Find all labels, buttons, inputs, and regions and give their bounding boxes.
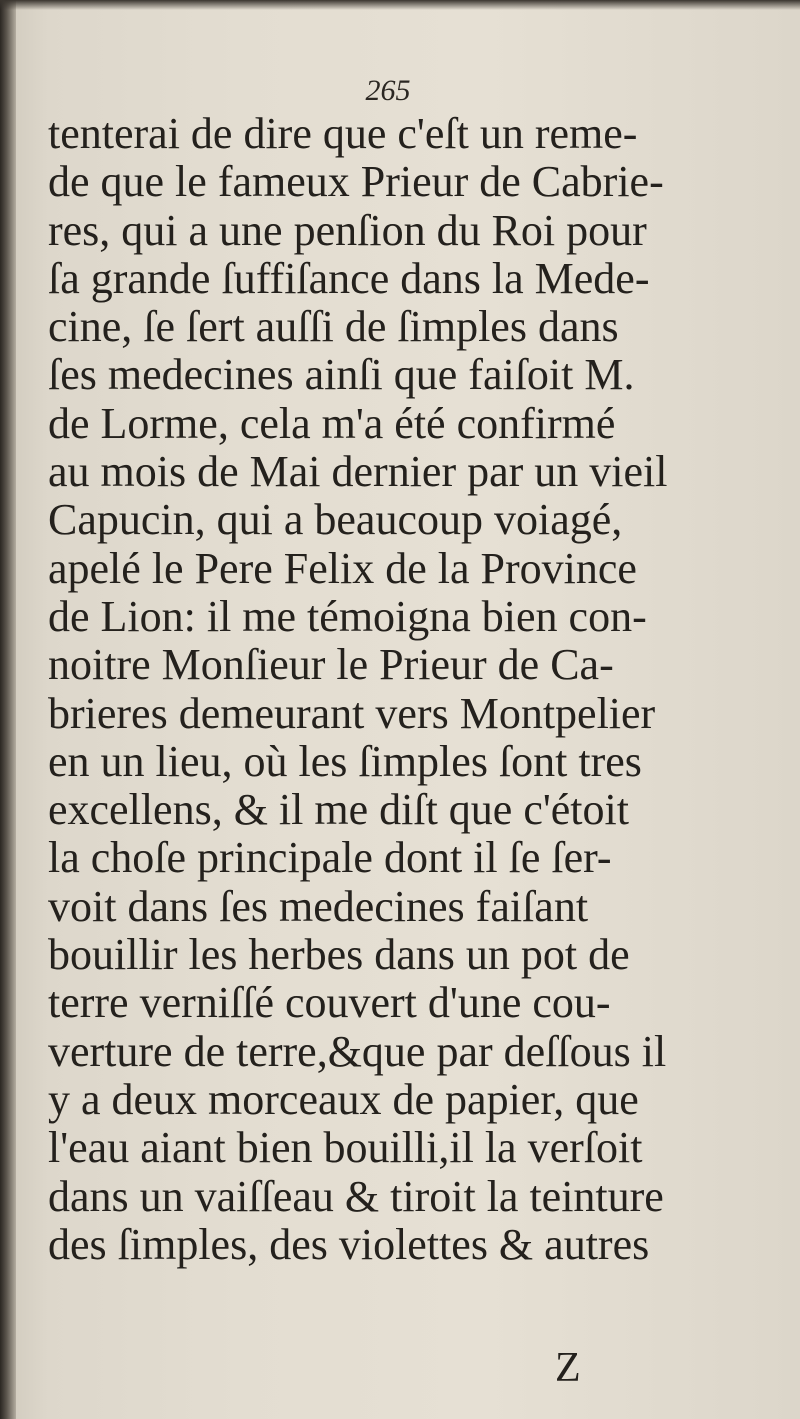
text-line: bouillir les herbes dans un pot de — [48, 930, 630, 980]
text-line: verture de terre,&que par deſſous il — [48, 1026, 667, 1076]
text-line: dans un vaiſſeau & tiroit la teinture — [48, 1171, 664, 1221]
page-number: 265 — [365, 74, 411, 107]
text-line: ſes medecines ainſi que faiſoit M. — [48, 350, 635, 400]
body-text — [48, 110, 738, 1269]
text-line: noitre Monſieur le Prieur de Ca- — [48, 640, 614, 690]
text-line: l'eau aiant bien bouilli,il la verſoit — [48, 1123, 643, 1173]
text-line: de Lion: il me témoigna bien con- — [48, 591, 647, 641]
text-line: res, qui a une penſion du Roi pour — [48, 205, 647, 255]
text-line: tenterai de dire que c'eſt un reme- — [48, 109, 638, 158]
text-line: ſa grande ſuffiſance dans la Mede- — [48, 253, 650, 303]
text-line: Capucin, qui a beaucoup voiagé, — [48, 495, 623, 545]
text-line: voit dans ſes medecines faiſant — [48, 881, 589, 931]
text-line: en un lieu, où les ſimples ſont tres — [48, 736, 642, 786]
text-line: au mois de Mai dernier par un vieil — [48, 447, 668, 497]
page-top-edge — [0, 0, 800, 10]
text-line: de que le fameux Prieur de Cabrie- — [48, 157, 664, 207]
text-line: brieres demeurant vers Montpelier — [48, 688, 656, 738]
text-line: des ſimples, des violettes & autres — [48, 1219, 650, 1269]
text-line: la choſe principale dont il ſe ſer- — [48, 833, 612, 883]
text-line: cine, ſe ſert auſſi de ſimples dans — [48, 302, 619, 352]
text-line: y a deux morceaux de papier, que — [48, 1074, 639, 1124]
text-line: de Lorme, cela m'a été confirmé — [48, 398, 616, 448]
text-line: excellens, & il me diſt que c'étoit — [48, 785, 629, 835]
binding-gutter — [0, 0, 16, 1419]
text-line: apelé le Pere Felix de la Province — [48, 543, 637, 593]
text-line: terre verniſſé couvert d'une cou- — [48, 978, 611, 1028]
signature-mark: Z — [555, 1345, 581, 1391]
